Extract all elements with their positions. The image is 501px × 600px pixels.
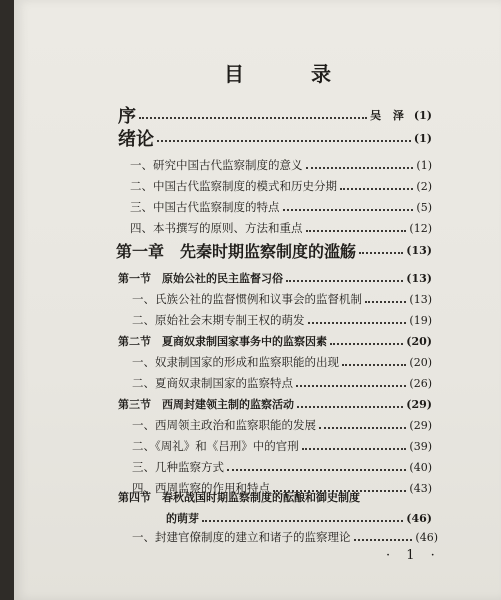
toc-entry-page: (26) [409,376,432,390]
dot-leader [330,343,403,345]
toc-entry-page: (40) [409,460,432,474]
toc-entry [118,487,432,507]
toc-entry [116,240,432,260]
toc-entry-label: 第一章 先秦时期监察制度的滥觞 [116,241,357,261]
toc-entry-page: (39) [409,439,432,453]
toc-entry-label: 二、中国古代监察制度的模式和历史分期 [130,179,337,193]
toc-entry-label: 一、奴隶制国家的形成和监察职能的出现 [132,355,339,369]
toc-entry-label: 一、封建官僚制度的建立和诸子的监察理论 [132,530,351,544]
toc-entry [132,436,432,456]
toc-title: 目 录 [224,62,361,86]
toc-entry-label: 三、几种监察方式 [132,460,224,474]
toc-entry-label: 第二节 夏商奴隶制国家事务中的监察因素 [118,335,327,348]
toc-entry [132,373,432,393]
toc-entry-page: (2) [416,179,432,193]
toc-entry-label: 一、研究中国古代监察制度的意义 [130,158,303,172]
toc-entry-page: (12) [409,221,432,235]
dot-leader [302,448,407,450]
dot-leader [283,209,414,211]
toc-entry [132,527,438,547]
toc-entry-page: (13) [409,292,432,306]
toc-entry-label: 第三节 西周封建领主制的监察活动 [118,398,294,411]
toc-entry [130,155,432,175]
dot-leader [296,385,406,387]
dot-leader [365,301,406,303]
toc-entry [118,268,432,288]
toc-entry-page: (29) [406,397,432,411]
toc-entry-page: (5) [416,200,432,214]
toc-entry-label: 三、中国古代监察制度的特点 [130,200,280,214]
toc-entry-page: (13) [406,243,432,257]
toc-entry [132,415,432,435]
dot-leader [354,539,413,541]
dot-leader [359,252,403,254]
toc-entry [130,218,432,238]
toc-entry [118,331,432,351]
dot-leader [306,230,407,232]
dot-leader [306,167,414,169]
toc-entry-page: (1) [413,108,432,122]
toc-entry [132,457,432,477]
dot-leader [340,188,413,190]
toc-entry-label: 二、夏商奴隶制国家的监察特点 [132,376,293,390]
toc-entry-label: 四、本书撰写的原则、方法和重点 [130,221,303,235]
toc-entry [118,394,432,414]
toc-entry-page: (20) [409,355,432,369]
dot-leader [227,469,406,471]
toc-entry-label: 的萌芽 [166,512,199,525]
toc-entry [132,310,432,330]
toc-entry [130,197,432,217]
toc-entry-label: 一、氏族公社的监督惯例和议事会的监督机制 [132,292,362,306]
toc-entry-page: (29) [409,418,432,432]
toc-entry-page: (20) [406,334,432,348]
toc-entry-label: 一、西周领主政治和监察职能的发展 [132,418,316,432]
toc-entry-page: (1) [416,158,432,172]
book-page [14,0,501,600]
toc-entry [132,289,432,309]
toc-entry-page: (46) [415,530,438,544]
toc-entry-page: (43) [409,481,432,495]
toc-entry-label: 第四节 春秋战国时期监察制度的酝酿和御史制度 [118,491,360,504]
toc-entry-page: (1) [413,131,432,145]
toc-entry [130,176,432,196]
dot-leader [297,406,403,408]
toc-entry-author: 吴 泽 [370,109,408,122]
dot-leader [286,280,403,282]
dot-leader [157,140,411,142]
toc-entry-page: (19) [409,313,432,327]
toc-entry-label: 四、西周监察的作用和特点 [132,481,270,495]
toc-entry [118,105,432,125]
dot-leader [139,117,367,119]
toc-entry-page: (13) [406,271,432,285]
dot-leader [202,520,403,522]
toc-entry-label: 绪论 [118,129,154,150]
toc-entry-page: (46) [406,511,432,525]
toc-entry-label: 第一节 原始公社的民主监督习俗 [118,272,283,285]
toc-entry [118,128,432,148]
toc-entry [132,352,432,372]
toc-entry-label: 二、《周礼》和《吕刑》中的官刑 [132,439,299,453]
toc-entry-label: 序 [118,106,136,127]
page-number: · 1 · [386,548,441,563]
toc-entry [166,508,432,528]
dot-leader [308,322,407,324]
dot-leader [342,364,406,366]
toc-entry-label: 二、原始社会末期专制王权的萌发 [132,313,305,327]
dot-leader [319,427,406,429]
